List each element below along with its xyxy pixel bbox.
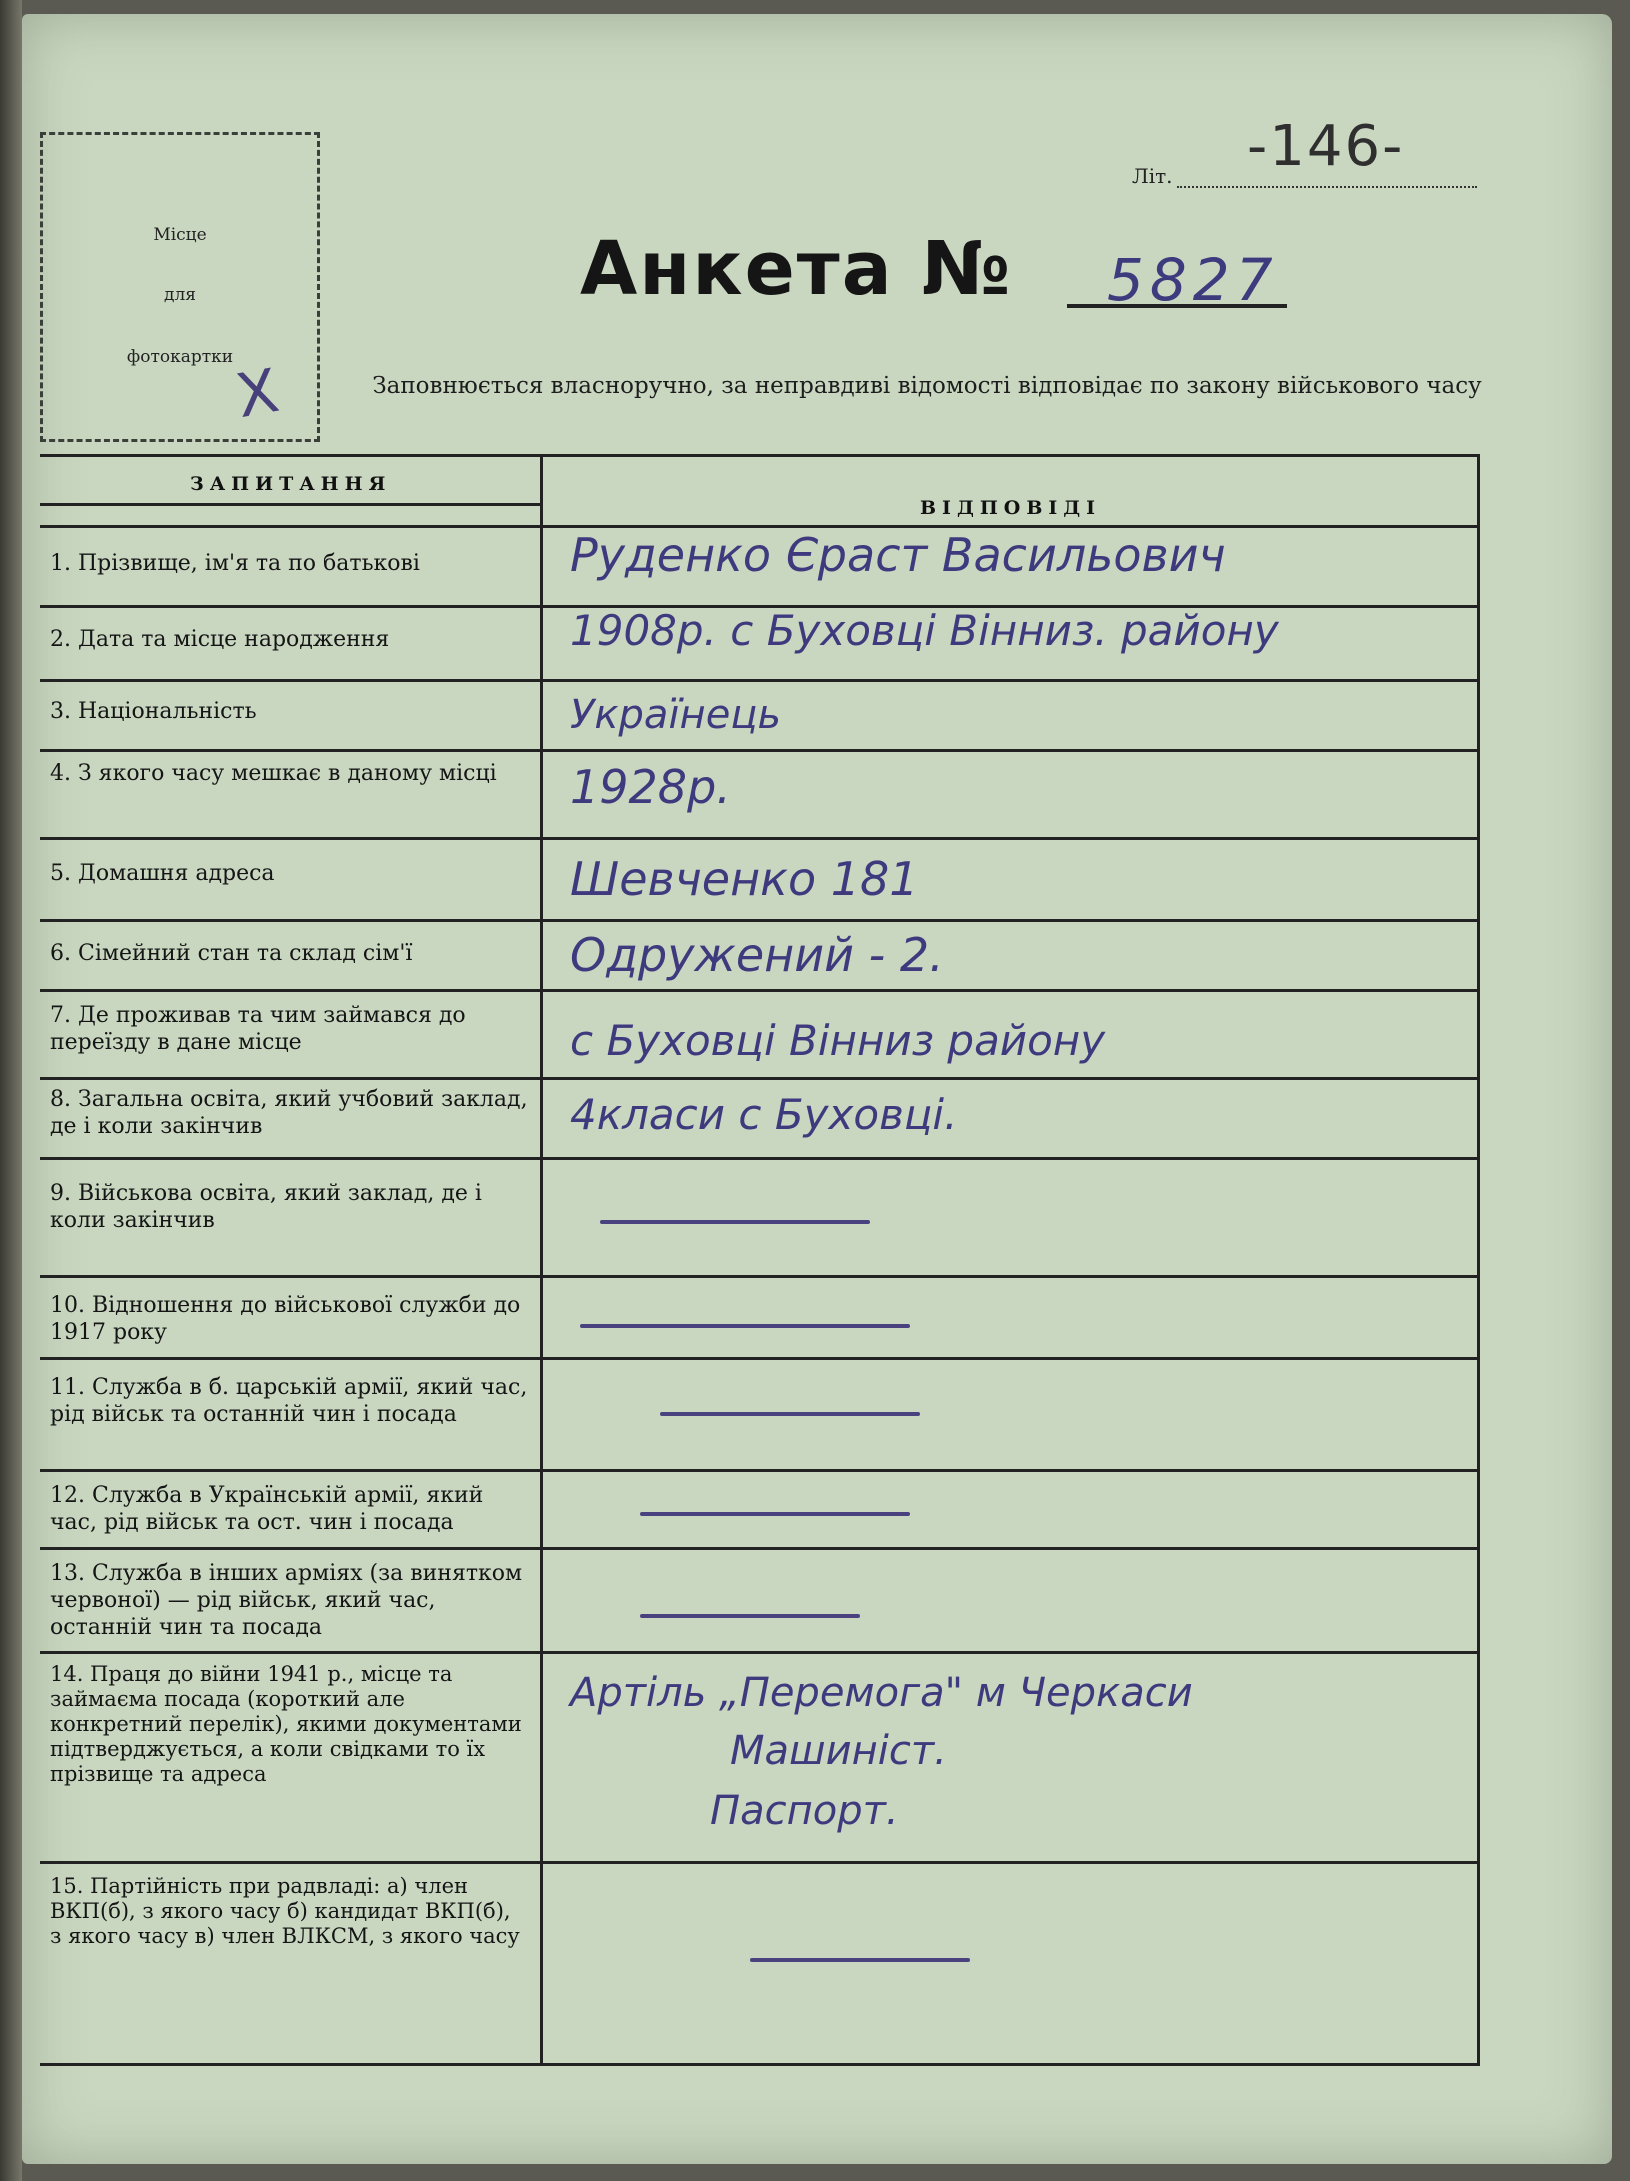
table-row [40, 749, 1477, 814]
table-row [40, 837, 1477, 906]
table-row [40, 1469, 1477, 1535]
question-label: 13. Служба в інших арміях (за винятком червоної) — рід військ, який час, останній чин та посада [50, 1561, 523, 1640]
table-row [40, 1275, 1477, 1345]
table-row [40, 1861, 1477, 1948]
questions-header: ЗАПИТАННЯ [190, 473, 392, 495]
table-row [40, 1157, 1477, 1233]
header-divider [40, 503, 540, 506]
answer-handwritten: Руденко Єраст Васильович [570, 528, 1226, 582]
table-row [40, 605, 1477, 655]
table-row [40, 1547, 1477, 1640]
table-row [40, 1651, 1477, 1834]
lit-label: Літ. [1132, 164, 1173, 188]
answer-handwritten-line2: Машиніст. [730, 1728, 947, 1774]
form-title: Анкета № [580, 226, 1013, 312]
answer-dash [640, 1614, 860, 1618]
answer-dash [580, 1324, 910, 1328]
question-label: 11. Служба в б. царській армії, який час, рід військ та останній чин і посада [50, 1375, 528, 1427]
photo-cross-mark: X [231, 355, 284, 433]
question-label: 1. Прізвище, ім'я та по батькові [50, 551, 420, 576]
answer-dash [640, 1512, 910, 1516]
answer-handwritten: Артіль „Перемога" м Черкаси [570, 1670, 1193, 1716]
question-label: 3. Національність [50, 699, 257, 724]
question-label: 12. Служба в Українській армії, який час, рід військ та ост. чин і посада [50, 1483, 484, 1535]
questionnaire-number: 5827 [1107, 246, 1279, 314]
question-label: 2. Дата та місце народження [50, 627, 390, 652]
answer-handwritten-line3: Паспорт. [710, 1788, 899, 1834]
photo-label-line2: для [164, 285, 196, 305]
photo-label-line3: фотокартки [126, 347, 234, 367]
table-row [40, 679, 1477, 738]
table-row [40, 1077, 1477, 1139]
question-label: 10. Відношення до військової служби до 1917 року [50, 1293, 521, 1345]
answers-header: ВІДПОВІДІ [920, 497, 1102, 519]
answer-handwritten: 1908р. с Буховці Вінниз. району [570, 606, 1279, 655]
answer-dash [660, 1412, 920, 1416]
sheet-number: -146- [1247, 114, 1405, 179]
photo-label-line1: Місце [153, 225, 207, 245]
lit-underline [1177, 186, 1477, 188]
answer-handwritten: 4класи с Буховці. [570, 1090, 958, 1139]
number-underline [1067, 304, 1287, 308]
answer-handwritten: Одружений - 2. [570, 928, 944, 982]
form-instructions: Заповнюється власноручно, за неправдиві відомості відповідає по закону військового часу [372, 373, 1482, 399]
table-row [40, 525, 1477, 582]
answer-handwritten: 1928р. [570, 760, 731, 814]
file-binding [0, 0, 22, 2181]
question-label: 4. З якого часу мешкає в даному місці [50, 761, 497, 786]
question-label: 8. Загальна освіта, який учбовий заклад, де і коли закінчив [50, 1087, 528, 1139]
table-row [40, 1357, 1477, 1427]
answer-dash [600, 1220, 870, 1224]
answer-handwritten: с Буховці Вінниз району [570, 1016, 1106, 1065]
table-row [40, 989, 1477, 1065]
question-label: 15. Партійність при радвладі: а) член ВКП(б), з якого часу б) кандидат ВКП(б), з якого часу в) член ВЛКСМ, з якого часу [50, 1874, 520, 1948]
column-divider [540, 457, 543, 2063]
question-label: 9. Військова освіта, який заклад, де і коли закінчив [50, 1181, 482, 1233]
question-label: 14. Праця до війни 1941 р., місце та займаєма посада (короткий але конкретний перелік), якими документами підтверджується, а коли свідками то їх прізвище та адреса [50, 1662, 522, 1786]
question-label: 6. Сімейний стан та склад сім'ї [50, 941, 413, 966]
table-row [40, 919, 1477, 982]
questionnaire-table [40, 454, 1480, 2066]
answer-handwritten: Українець [570, 692, 782, 738]
question-label: 7. Де проживав та чим займався до переїзду в дане місце [50, 1003, 466, 1055]
questionnaire-page [22, 14, 1612, 2164]
answer-dash [750, 1958, 970, 1962]
answer-handwritten: Шевченко 181 [570, 852, 919, 906]
question-label: 5. Домашня адреса [50, 861, 275, 886]
